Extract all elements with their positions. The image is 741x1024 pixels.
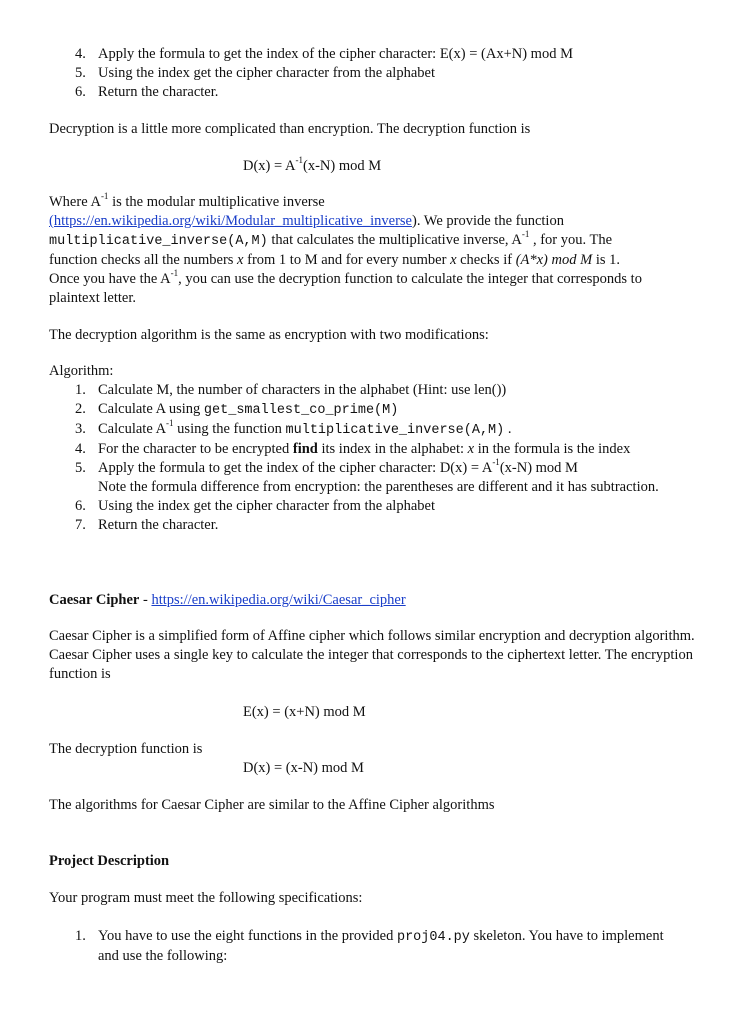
skeleton-filename: proj04.py <box>396 930 470 945</box>
list-item: 5. Apply the formula to get the index of the cipher character: $D(x) = A^{-1}(x-N)$ mod M Note the formula difference from encryption: the parentheses are different and it has subtraction. <box>75 459 715 497</box>
list-item <box>75 45 715 64</box>
list-number: 4. <box>75 46 86 62</box>
project-requirements-list <box>75 927 675 966</box>
list-item: 3. Calculate $A^{-1}$ using the function multiplicative_inverse(A,M) . <box>75 418 512 438</box>
list-text: Apply the formula to get the index of the cipher character: E(x) = (Ax+N) mod M <box>98 46 573 62</box>
algorithm-label: Algorithm: <box>49 363 114 379</box>
caesar-encryption-formula: E(x) = (x+N) mod M <box>243 704 366 720</box>
encryption-steps-list <box>75 45 715 102</box>
caesar-description: Caesar Cipher is a simplified form of Affine cipher which follows similar encryption and decryption algorithm. Caesar Cipher uses a single key to calculate the integer that corresponds to the ciphertext letter. The encryption function is <box>49 628 695 682</box>
caesar-wiki-link[interactable]: https://en.wikipedia.org/wiki/Caesar_cipher <box>151 592 406 608</box>
function-code: multiplicative_inverse(A,M) <box>49 234 268 249</box>
list-item: 7. Return the character. <box>75 517 219 533</box>
caesar-similar-text: The algorithms for Caesar Cipher are similar to the Affine Cipher algorithms <box>49 797 495 813</box>
decryption-formula: $D(x) = A^{-1}(x-N)$ mod M <box>243 155 382 174</box>
list-number: 5. <box>75 65 86 81</box>
inverse-paragraph: Where $A^{-1}$ is the modular multiplicative inverse (https://en.wikipedia.org/wiki/Modular_multiplicative_inverse). We provide the function multiplicative_inverse(A,M) that calculates the multiplicative inverse, $A^{-1}$ , for you. The function checks all the numbers x from 1 to M and for every number x checks if (A*x) mod M is 1. Once you have the $A^{-1}$, you can use the decryption function to calculate the integer that corresponds to plaintext letter. <box>49 191 642 306</box>
list-item: 2. Calculate A using get_smallest_co_prime(M) <box>75 401 399 418</box>
caesar-decryption-formula: D(x) = (x-N) mod M <box>243 760 364 776</box>
list-item: 6. Using the index get the cipher character from the alphabet <box>75 498 435 514</box>
formula-note: Note the formula difference from encryption: the parentheses are different and it has subtraction. <box>98 479 659 495</box>
list-item: 4. For the character to be encrypted find its index in the alphabet: x in the formula is the index <box>75 441 631 457</box>
same-algorithm-text: The decryption algorithm is the same as encryption with two modifications: <box>49 327 489 343</box>
list-item <box>75 64 715 83</box>
caesar-heading: Caesar Cipher - https://en.wikipedia.org/wiki/Caesar_cipher <box>49 592 406 608</box>
project-heading: Project Description <box>49 853 170 869</box>
list-item <box>75 83 715 102</box>
list-text: Return the character. <box>98 84 219 100</box>
decryption-intro: Decryption is a little more complicated than encryption. The decryption function is <box>49 121 531 137</box>
list-text: Using the index get the cipher character from the alphabet <box>98 65 435 81</box>
modular-inverse-link[interactable]: (https://en.wikipedia.org/wiki/Modular_multiplicative_inverse <box>49 213 412 229</box>
project-spec-text: Your program must meet the following specifications: <box>49 890 363 906</box>
caesar-decryption-label: The decryption function is <box>49 741 203 757</box>
list-item: 1. Calculate M, the number of characters in the alphabet (Hint: use len()) <box>75 382 507 398</box>
list-number: 6. <box>75 84 86 100</box>
decryption-steps-list <box>75 381 715 535</box>
list-item: 1. You have to use the eight functions in the provided proj04.py skeleton. You have to implement and use the following: <box>75 928 664 964</box>
